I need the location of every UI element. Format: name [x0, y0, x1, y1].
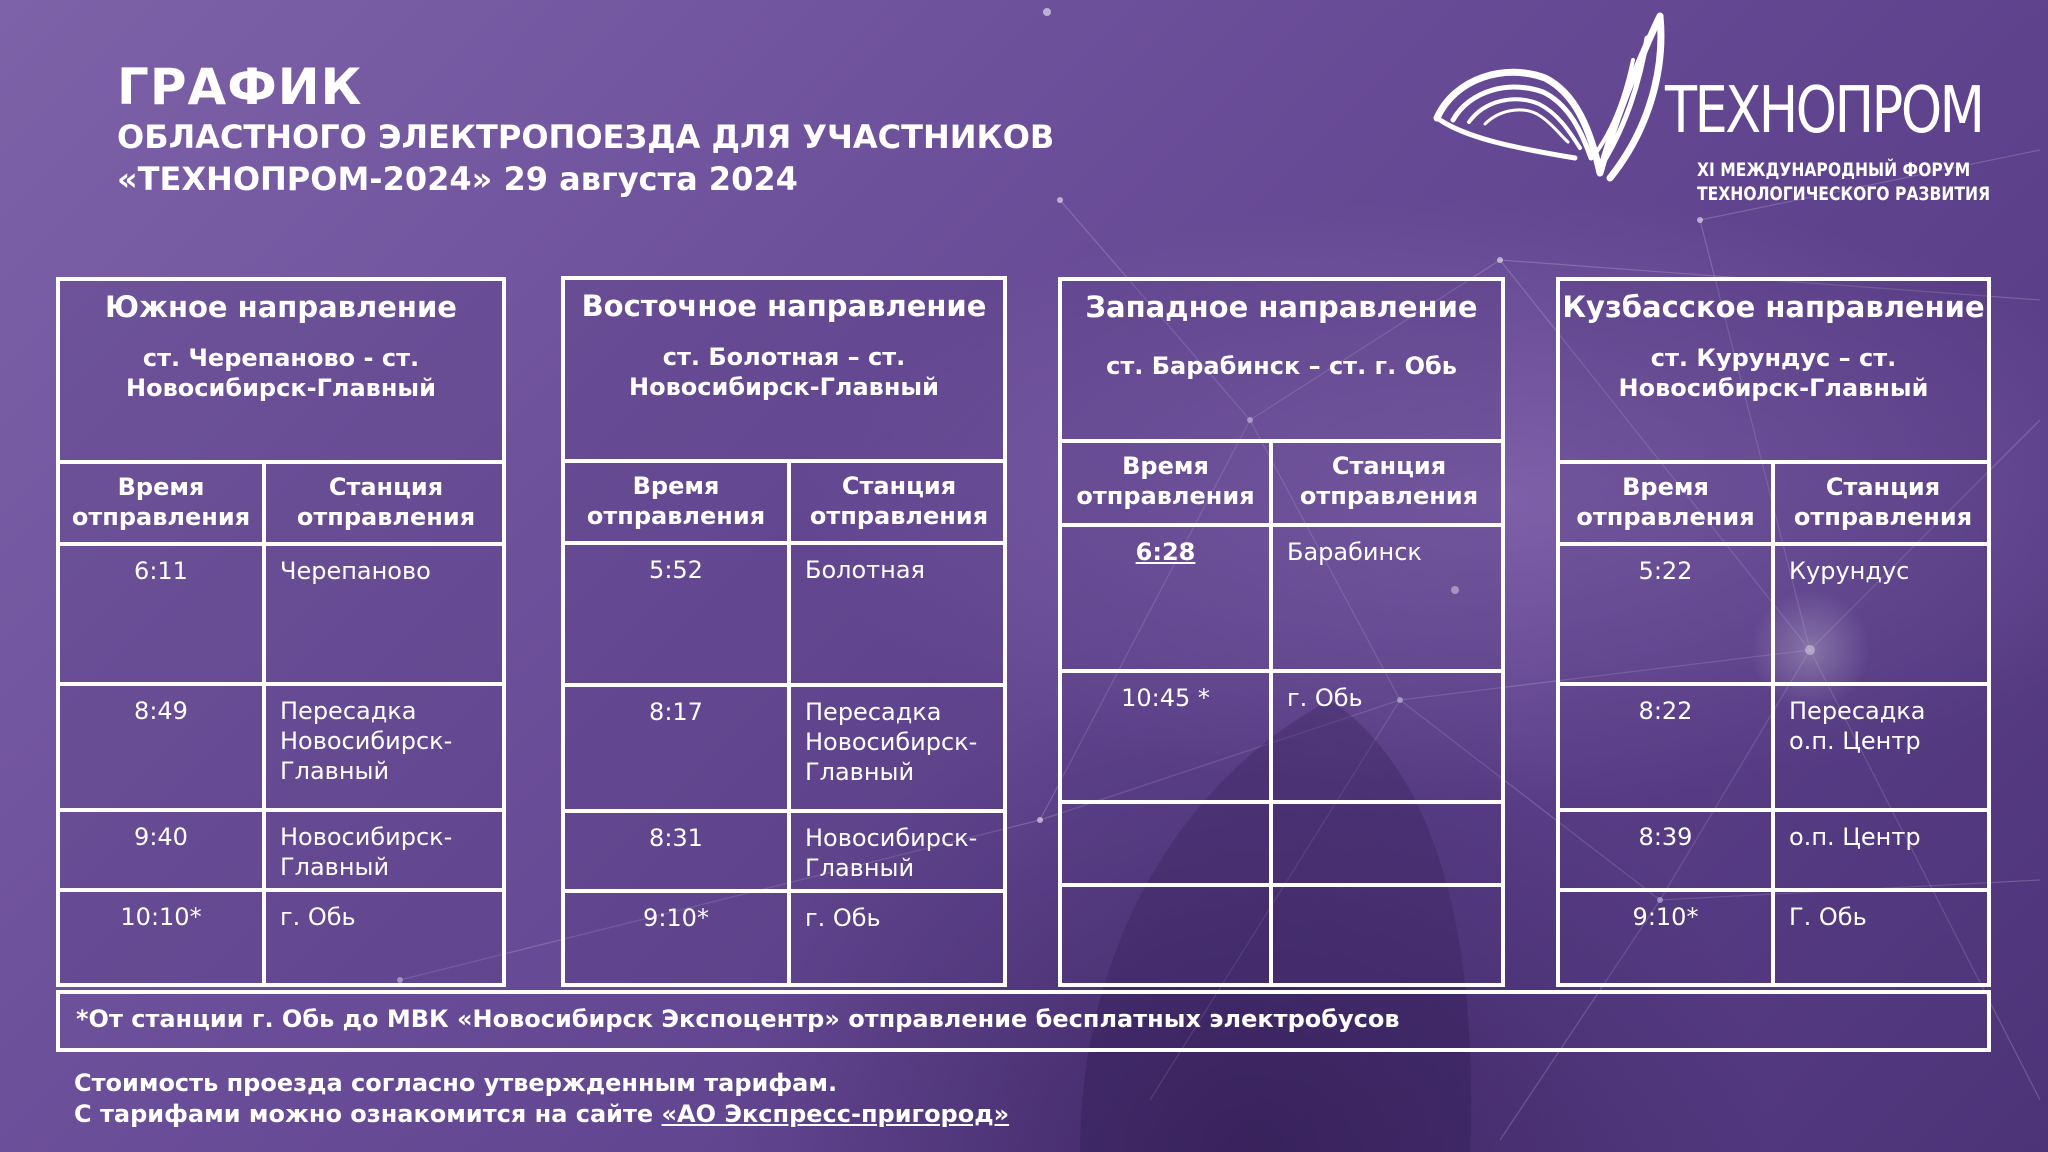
departure-station: Новосибирск-Главный	[805, 824, 978, 882]
footer	[74, 1068, 1009, 1130]
table-row	[60, 892, 502, 983]
table-row	[60, 546, 502, 686]
departure-time: 8:22	[1560, 686, 1775, 808]
panel-header	[60, 281, 502, 464]
departure-time: 8:31	[565, 813, 791, 889]
departure-station: Г. Обь	[1789, 903, 1867, 931]
departure-time: 6:28	[1062, 527, 1273, 669]
station-column-header: Станция отправления	[1299, 452, 1479, 510]
panel-header	[565, 280, 1003, 463]
tariff-note	[74, 1099, 1009, 1130]
table-row	[1560, 686, 1987, 812]
panel-kuzbass	[1556, 277, 1991, 987]
departure-station: г. Обь	[1287, 684, 1363, 712]
table-row	[60, 812, 502, 892]
departure-station: Пересадка о.п. Центр	[1789, 697, 1949, 755]
direction-title: Западное направление	[1085, 290, 1478, 324]
page-subtitle-line1: ОБЛАСТНОГО ЭЛЕКТРОПОЕЗДА ДЛЯ УЧАСТНИКОВ	[117, 118, 1055, 156]
tehnoprom-logo	[1425, 8, 1991, 218]
panel-south	[56, 277, 506, 987]
table-row	[1062, 673, 1501, 804]
departure-station: о.п. Центр	[1789, 823, 1921, 851]
route-text: ст. Болотная – ст. Новосибирск-Главный	[629, 343, 939, 401]
departure-time: 9:10*	[1560, 892, 1775, 983]
table-row	[565, 545, 1003, 687]
table-row	[565, 893, 1003, 983]
departure-time: 5:22	[1560, 546, 1775, 682]
table-row	[60, 686, 502, 812]
express-prigorod-link[interactable]: «АО Экспресс-пригород»	[661, 1100, 1010, 1128]
page-title: ГРАФИК	[117, 58, 363, 116]
departure-time: 10:45 *	[1062, 673, 1273, 800]
station-column-header: Станция отправления	[809, 472, 989, 530]
time-column-header: Время отправления	[1560, 464, 1775, 542]
direction-title: Южное направление	[105, 290, 457, 324]
table-row	[565, 687, 1003, 813]
panel-header	[1062, 281, 1501, 443]
fare-note: Стоимость проезда согласно утвержденным тарифам.	[74, 1069, 838, 1097]
departure-time: 9:40	[60, 812, 266, 888]
departure-time: 8:49	[60, 686, 266, 808]
table-row	[1560, 546, 1987, 686]
table-header-row	[565, 463, 1003, 545]
departure-station: Пересадка Новосибирск-Главный	[280, 697, 453, 785]
panel-header	[1560, 281, 1987, 464]
departure-time	[1062, 804, 1273, 883]
table-row	[1560, 892, 1987, 983]
header	[117, 58, 1054, 200]
departure-station: г. Обь	[280, 903, 356, 931]
table-header-row	[1560, 464, 1987, 546]
departure-station	[1273, 804, 1501, 883]
table-header-row	[60, 464, 502, 546]
table-row	[565, 813, 1003, 893]
tehnoprom-emblem-icon	[1425, 8, 1675, 198]
logo-wordmark: ТЕХНОПРОМ	[1665, 74, 1983, 148]
table-row	[1062, 887, 1501, 983]
departure-station: Болотная	[805, 556, 925, 584]
logo-tagline: XI МЕЖДУНАРОДНЫЙ ФОРУМ ТЕХНОЛОГИЧЕСКОГО РАЗВИТИЯ	[1697, 159, 1991, 205]
departure-station: Курундус	[1789, 557, 1910, 585]
route-text: ст. Барабинск – ст. г. Обь	[1106, 352, 1457, 380]
direction-title: Кузбасское направление	[1562, 290, 1985, 324]
page-subtitle-line2: «ТЕХНОПРОМ-2024» 29 августа 2024	[117, 160, 798, 198]
departure-station: Барабинск	[1287, 538, 1422, 566]
table-row	[1062, 804, 1501, 887]
departure-station	[1273, 887, 1501, 983]
time-column-header: Время отправления	[60, 464, 266, 542]
departure-station: Пересадка Новосибирск-Главный	[805, 698, 978, 786]
departure-time: 8:17	[565, 687, 791, 809]
time-column-header: Время отправления	[1062, 443, 1273, 523]
departure-time: 6:11	[60, 546, 266, 682]
departure-time	[1062, 887, 1273, 983]
departure-time: 9:10*	[565, 893, 791, 983]
table-row	[1560, 812, 1987, 892]
tariff-note-prefix: С тарифами можно ознакомится на сайте	[74, 1100, 662, 1128]
footnote-box: *От станции г. Обь до МВК «Новосибирск Экспоцентр» отправление бесплатных электробусов	[56, 990, 1991, 1052]
panel-west	[1058, 277, 1505, 987]
route-text: ст. Курундус – ст. Новосибирск-Главный	[1618, 344, 1929, 402]
departure-time: 10:10*	[60, 892, 266, 983]
departure-station: Новосибирск-Главный	[280, 823, 453, 881]
station-column-header: Станция отправления	[296, 473, 476, 531]
departure-time: 8:39	[1560, 812, 1775, 888]
station-column-header: Станция отправления	[1793, 473, 1973, 531]
departure-station: г. Обь	[805, 904, 881, 932]
table-header-row	[1062, 443, 1501, 527]
route-text: ст. Черепаново - ст. Новосибирск-Главный	[126, 344, 436, 402]
departure-station: Черепаново	[280, 557, 431, 585]
departure-time: 5:52	[565, 545, 791, 683]
direction-title: Восточное направление	[581, 289, 987, 323]
panel-east	[561, 276, 1007, 987]
time-column-header: Время отправления	[565, 463, 791, 541]
table-row	[1062, 527, 1501, 673]
